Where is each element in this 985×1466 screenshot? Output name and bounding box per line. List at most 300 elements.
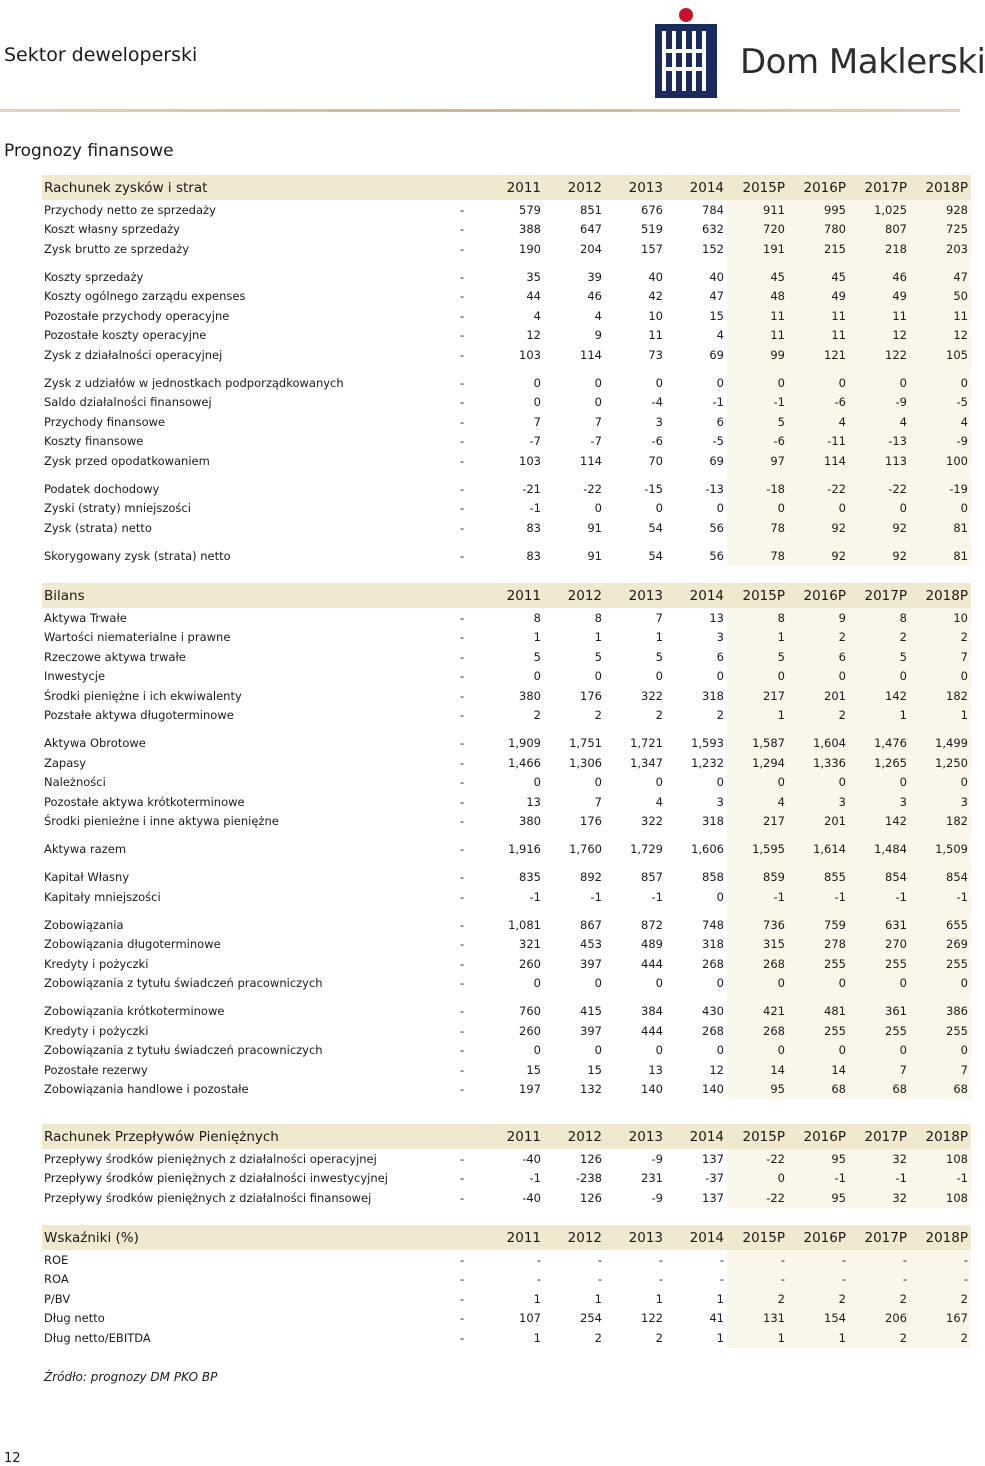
row-value: 859 bbox=[727, 868, 788, 888]
row-value: 197 bbox=[519, 1082, 541, 1097]
row-value: 182 bbox=[910, 686, 971, 706]
row-label: Inwestycje bbox=[44, 669, 106, 684]
table-row bbox=[42, 734, 971, 754]
row-value: 91 bbox=[587, 520, 602, 535]
cash-flow-table bbox=[42, 1124, 971, 1208]
row-dash: - bbox=[460, 1171, 465, 1186]
row-dash: - bbox=[460, 328, 465, 343]
row-dash: - bbox=[460, 669, 465, 684]
year-header: 2015P bbox=[727, 175, 788, 200]
row-value: 0 bbox=[788, 773, 849, 793]
row-value: 14 bbox=[727, 1060, 788, 1080]
row-value: 40 bbox=[709, 269, 724, 284]
row-value: - bbox=[719, 1252, 724, 1267]
row-value: 7 bbox=[849, 1060, 910, 1080]
row-value: 1,729 bbox=[630, 842, 663, 857]
table-row bbox=[42, 1328, 971, 1348]
row-value: 6 bbox=[716, 414, 724, 429]
row-value: 54 bbox=[648, 548, 663, 563]
year-header: 2012 bbox=[544, 1124, 605, 1149]
row-value: 254 bbox=[580, 1311, 602, 1326]
row-value: - bbox=[597, 1252, 602, 1267]
row-value: 12 bbox=[709, 1062, 724, 1077]
row-value: 278 bbox=[788, 935, 849, 955]
row-value: 56 bbox=[709, 520, 724, 535]
row-dash: - bbox=[460, 347, 465, 362]
row-value: -6 bbox=[788, 393, 849, 413]
table-row bbox=[42, 1080, 971, 1100]
table-row bbox=[42, 306, 971, 326]
row-value: 851 bbox=[580, 202, 602, 217]
row-value: 41 bbox=[709, 1311, 724, 1326]
row-label: Koszty sprzedaży bbox=[44, 269, 144, 284]
row-dash: - bbox=[460, 241, 465, 256]
row-value: -7 bbox=[529, 434, 541, 449]
row-dash: - bbox=[460, 976, 465, 991]
row-value: 4 bbox=[655, 794, 663, 809]
row-value: 1 bbox=[533, 1291, 541, 1306]
row-value: 0 bbox=[533, 1043, 541, 1058]
table-row bbox=[42, 546, 971, 566]
row-value: 0 bbox=[594, 669, 602, 684]
row-gap bbox=[42, 259, 971, 268]
row-value: 83 bbox=[526, 548, 541, 563]
row-dash: - bbox=[460, 755, 465, 770]
row-dash: - bbox=[460, 520, 465, 535]
row-dash: - bbox=[460, 548, 465, 563]
row-value: 2 bbox=[849, 1289, 910, 1309]
row-value: 1,081 bbox=[508, 917, 541, 932]
row-value: 3 bbox=[716, 794, 724, 809]
row-value: 42 bbox=[648, 289, 663, 304]
row-value: 380 bbox=[519, 814, 541, 829]
row-value: 8 bbox=[594, 610, 602, 625]
table-header-row bbox=[42, 1225, 971, 1250]
row-value: 1,306 bbox=[569, 755, 602, 770]
row-value: 9 bbox=[788, 608, 849, 628]
row-gap bbox=[42, 831, 971, 840]
row-value: 201 bbox=[788, 812, 849, 832]
row-value: 99 bbox=[727, 345, 788, 365]
row-value: 39 bbox=[587, 269, 602, 284]
year-header: 2015P bbox=[727, 1225, 788, 1250]
row-dash: - bbox=[460, 289, 465, 304]
row-value: 50 bbox=[910, 287, 971, 307]
table-title: Bilans bbox=[42, 583, 456, 608]
row-value: 11 bbox=[648, 328, 663, 343]
row-value: 105 bbox=[910, 345, 971, 365]
row-value: 0 bbox=[594, 775, 602, 790]
row-label: Kapitał Własny bbox=[44, 870, 130, 885]
row-label: Wartości niematerialne i prawne bbox=[44, 630, 231, 645]
row-value: 0 bbox=[533, 669, 541, 684]
row-value: -22 bbox=[849, 479, 910, 499]
row-value: 2 bbox=[910, 628, 971, 648]
row-value: 1 bbox=[727, 628, 788, 648]
row-label: Należności bbox=[44, 775, 106, 790]
year-header: 2016P bbox=[788, 175, 849, 200]
table-row bbox=[42, 1169, 971, 1189]
row-value: 7 bbox=[594, 794, 602, 809]
row-value: 0 bbox=[716, 375, 724, 390]
row-value: -1 bbox=[727, 887, 788, 907]
row-value: 69 bbox=[709, 347, 724, 362]
row-value: 45 bbox=[788, 267, 849, 287]
row-value: 892 bbox=[580, 870, 602, 885]
row-label: Aktywa Obrotowe bbox=[44, 736, 146, 751]
row-value: 13 bbox=[648, 1062, 663, 1077]
year-header: 2012 bbox=[544, 175, 605, 200]
row-value: 632 bbox=[702, 222, 724, 237]
row-value: 2 bbox=[655, 708, 663, 723]
row-dash: - bbox=[460, 453, 465, 468]
table-row bbox=[42, 373, 971, 393]
row-gap bbox=[42, 538, 971, 547]
row-value: 176 bbox=[580, 688, 602, 703]
brand-logo bbox=[652, 4, 985, 108]
row-value: 78 bbox=[727, 546, 788, 566]
row-value: 49 bbox=[849, 287, 910, 307]
row-value: 167 bbox=[910, 1309, 971, 1329]
row-dash: - bbox=[460, 1330, 465, 1345]
year-header: 2014 bbox=[666, 1124, 727, 1149]
row-value: 268 bbox=[702, 1023, 724, 1038]
year-header: 2014 bbox=[666, 175, 727, 200]
row-value: 4 bbox=[849, 412, 910, 432]
row-label: Dług netto/EBITDA bbox=[44, 1330, 151, 1345]
row-dash: - bbox=[460, 269, 465, 284]
row-value: 0 bbox=[910, 974, 971, 994]
row-label: ROA bbox=[44, 1272, 69, 1287]
row-label: Zobowiązania handlowe i pozostałe bbox=[44, 1082, 249, 1097]
row-value: -1 bbox=[910, 887, 971, 907]
row-label: Zapasy bbox=[44, 755, 87, 770]
row-dash: - bbox=[460, 937, 465, 952]
row-value: 78 bbox=[727, 518, 788, 538]
row-value: 2 bbox=[533, 708, 541, 723]
row-value: -11 bbox=[788, 432, 849, 452]
row-value: 13 bbox=[526, 794, 541, 809]
row-value: 7 bbox=[910, 1060, 971, 1080]
row-dash: - bbox=[460, 1311, 465, 1326]
row-value: -1 bbox=[849, 887, 910, 907]
row-value: - bbox=[849, 1250, 910, 1270]
year-header: 2017P bbox=[849, 175, 910, 200]
table-row bbox=[42, 518, 971, 538]
row-value: 81 bbox=[910, 546, 971, 566]
row-value: -37 bbox=[705, 1171, 724, 1186]
row-value: 2 bbox=[788, 706, 849, 726]
row-value: -40 bbox=[522, 1190, 541, 1205]
row-label: Przepływy środków pieniężnych z działalności finansowej bbox=[44, 1190, 372, 1205]
table-row bbox=[42, 1289, 971, 1309]
row-value: -1 bbox=[529, 501, 541, 516]
row-value: - bbox=[597, 1272, 602, 1287]
row-value: 255 bbox=[849, 1021, 910, 1041]
row-value: 140 bbox=[702, 1082, 724, 1097]
row-value: 131 bbox=[727, 1309, 788, 1329]
row-dash: - bbox=[460, 814, 465, 829]
row-value: 4 bbox=[910, 412, 971, 432]
row-value: -22 bbox=[727, 1188, 788, 1208]
table-row bbox=[42, 812, 971, 832]
year-header: 2013 bbox=[605, 583, 666, 608]
year-header: 2014 bbox=[666, 1225, 727, 1250]
row-value: - bbox=[910, 1250, 971, 1270]
row-value: 807 bbox=[849, 220, 910, 240]
row-value: 3 bbox=[655, 414, 663, 429]
row-label: Zysk (strata) netto bbox=[44, 520, 152, 535]
year-header: 2018P bbox=[910, 583, 971, 608]
row-label: Pozstałe aktywa długoterminowe bbox=[44, 708, 234, 723]
row-value: 0 bbox=[716, 1043, 724, 1058]
row-value: 1,509 bbox=[910, 840, 971, 860]
table-row bbox=[42, 608, 971, 628]
row-value: 2 bbox=[716, 708, 724, 723]
row-value: 2 bbox=[788, 1289, 849, 1309]
row-dash: - bbox=[460, 414, 465, 429]
row-label: Pozostałe aktywa krótkoterminowe bbox=[44, 794, 245, 809]
row-value: 748 bbox=[702, 917, 724, 932]
row-label: Koszt własny sprzedaży bbox=[44, 222, 180, 237]
table-row bbox=[42, 267, 971, 287]
row-label: Środki pieniężne i ich ekwiwalenty bbox=[44, 688, 242, 703]
row-dash: - bbox=[460, 481, 465, 496]
row-value: 68 bbox=[849, 1080, 910, 1100]
row-value: 0 bbox=[655, 501, 663, 516]
row-value: -9 bbox=[651, 1190, 663, 1205]
table-row bbox=[42, 220, 971, 240]
year-header: 2018P bbox=[910, 1124, 971, 1149]
row-label: Koszty ogólnego zarządu expenses bbox=[44, 289, 246, 304]
row-value: 1 bbox=[727, 1328, 788, 1348]
table-row bbox=[42, 499, 971, 519]
row-value: 83 bbox=[526, 520, 541, 535]
row-value: 0 bbox=[910, 1041, 971, 1061]
row-value: 1,347 bbox=[630, 755, 663, 770]
row-value: 8 bbox=[533, 610, 541, 625]
year-header: 2013 bbox=[605, 175, 666, 200]
row-dash: - bbox=[460, 775, 465, 790]
table-row bbox=[42, 479, 971, 499]
table-row bbox=[42, 887, 971, 907]
row-value: 655 bbox=[910, 915, 971, 935]
row-value: - bbox=[727, 1270, 788, 1290]
row-label: Kredyty i pożyczki bbox=[44, 956, 149, 971]
row-value: 780 bbox=[788, 220, 849, 240]
table-row bbox=[42, 432, 971, 452]
year-header: 2012 bbox=[544, 583, 605, 608]
header-spacer bbox=[456, 583, 483, 608]
table-row bbox=[42, 451, 971, 471]
row-value: 0 bbox=[788, 667, 849, 687]
row-value: 855 bbox=[788, 868, 849, 888]
row-value: - bbox=[658, 1252, 663, 1267]
table-row bbox=[42, 868, 971, 888]
row-value: 0 bbox=[727, 1169, 788, 1189]
row-value: 3 bbox=[716, 630, 724, 645]
row-value: 380 bbox=[519, 688, 541, 703]
table-row bbox=[42, 239, 971, 259]
row-label: Środki pienieżne i inne aktywa pieniężne bbox=[44, 814, 279, 829]
row-value: 32 bbox=[849, 1149, 910, 1169]
row-value: 0 bbox=[716, 775, 724, 790]
row-value: 315 bbox=[727, 935, 788, 955]
table-row bbox=[42, 954, 971, 974]
row-label: Zobowiązania długoterminowe bbox=[44, 937, 221, 952]
row-gap bbox=[42, 365, 971, 374]
row-value: 1,232 bbox=[691, 755, 724, 770]
table-row bbox=[42, 1060, 971, 1080]
row-value: 361 bbox=[849, 1002, 910, 1022]
row-value: - bbox=[788, 1250, 849, 1270]
row-gap bbox=[42, 859, 971, 868]
row-value: -1 bbox=[788, 887, 849, 907]
row-value: 1,595 bbox=[727, 840, 788, 860]
row-value: 46 bbox=[587, 289, 602, 304]
row-value: 5 bbox=[594, 649, 602, 664]
row-value: 1 bbox=[533, 630, 541, 645]
table-row bbox=[42, 412, 971, 432]
table-row bbox=[42, 840, 971, 860]
year-header: 2018P bbox=[910, 175, 971, 200]
row-value: 95 bbox=[727, 1080, 788, 1100]
row-value: 0 bbox=[716, 889, 724, 904]
row-value: 1,294 bbox=[727, 753, 788, 773]
row-value: -9 bbox=[849, 393, 910, 413]
row-value: 11 bbox=[849, 306, 910, 326]
row-label: Saldo działalności finansowej bbox=[44, 395, 212, 410]
row-value: 858 bbox=[702, 870, 724, 885]
year-header: 2016P bbox=[788, 1124, 849, 1149]
row-value: 430 bbox=[702, 1004, 724, 1019]
row-value: -1 bbox=[529, 1171, 541, 1186]
table-header-row bbox=[42, 583, 971, 608]
row-value: 218 bbox=[849, 239, 910, 259]
row-value: -22 bbox=[583, 481, 602, 496]
row-value: 0 bbox=[716, 976, 724, 991]
row-value: 1 bbox=[533, 1330, 541, 1345]
row-value: 0 bbox=[910, 773, 971, 793]
row-value: 1,614 bbox=[788, 840, 849, 860]
row-dash: - bbox=[460, 1151, 465, 1166]
row-value: 15 bbox=[526, 1062, 541, 1077]
row-value: -1 bbox=[529, 889, 541, 904]
row-value: 0 bbox=[655, 669, 663, 684]
row-value: 108 bbox=[910, 1188, 971, 1208]
row-value: 217 bbox=[727, 812, 788, 832]
row-dash: - bbox=[460, 649, 465, 664]
row-value: 0 bbox=[849, 373, 910, 393]
row-value: 1,484 bbox=[849, 840, 910, 860]
row-value: -40 bbox=[522, 1151, 541, 1166]
row-value: 1,721 bbox=[630, 736, 663, 751]
row-value: 152 bbox=[702, 241, 724, 256]
row-value: 444 bbox=[641, 956, 663, 971]
row-value: 4 bbox=[727, 792, 788, 812]
row-value: -4 bbox=[651, 395, 663, 410]
row-value: 1,476 bbox=[849, 734, 910, 754]
row-value: 854 bbox=[849, 868, 910, 888]
row-value: -19 bbox=[910, 479, 971, 499]
row-dash: - bbox=[460, 1252, 465, 1267]
row-value: 69 bbox=[709, 453, 724, 468]
row-value: 47 bbox=[910, 267, 971, 287]
row-value: 81 bbox=[910, 518, 971, 538]
row-value: 91 bbox=[587, 548, 602, 563]
year-header: 2017P bbox=[849, 1124, 910, 1149]
table-header-row bbox=[42, 175, 971, 200]
row-label: Skorygowany zysk (strata) netto bbox=[44, 548, 231, 563]
table-row bbox=[42, 773, 971, 793]
row-value: 49 bbox=[788, 287, 849, 307]
table-row bbox=[42, 1041, 971, 1061]
page-number: 12 bbox=[4, 1451, 21, 1466]
row-label: Przychody finansowe bbox=[44, 414, 166, 429]
row-dash: - bbox=[460, 222, 465, 237]
row-dash: - bbox=[460, 1272, 465, 1287]
table-row bbox=[42, 1002, 971, 1022]
row-label: Rzeczowe aktywa trwałe bbox=[44, 649, 186, 664]
row-value: 122 bbox=[849, 345, 910, 365]
row-value: 4 bbox=[716, 328, 724, 343]
row-value: 191 bbox=[727, 239, 788, 259]
row-value: 9 bbox=[594, 328, 602, 343]
year-header: 2017P bbox=[849, 1225, 910, 1250]
row-label: Przepływy środków pieniężnych z działalności operacyjnej bbox=[44, 1151, 377, 1166]
row-value: 48 bbox=[727, 287, 788, 307]
row-value: 4 bbox=[788, 412, 849, 432]
table-row bbox=[42, 753, 971, 773]
table-row bbox=[42, 647, 971, 667]
row-value: 1 bbox=[655, 1291, 663, 1306]
table-title: Wskaźniki (%) bbox=[42, 1225, 456, 1250]
row-value: - bbox=[788, 1270, 849, 1290]
row-value: 854 bbox=[910, 868, 971, 888]
table-row bbox=[42, 628, 971, 648]
row-value: 92 bbox=[849, 518, 910, 538]
row-value: 0 bbox=[594, 395, 602, 410]
table-row bbox=[42, 915, 971, 935]
row-value: 1,336 bbox=[788, 753, 849, 773]
row-value: 7 bbox=[655, 610, 663, 625]
row-value: 0 bbox=[594, 1043, 602, 1058]
row-dash: - bbox=[460, 434, 465, 449]
row-value: 182 bbox=[910, 812, 971, 832]
row-value: 579 bbox=[519, 202, 541, 217]
section-title: Prognozy finansowe bbox=[4, 141, 174, 161]
row-value: 397 bbox=[580, 956, 602, 971]
year-header: 2015P bbox=[727, 583, 788, 608]
row-value: -15 bbox=[644, 481, 663, 496]
row-dash: - bbox=[460, 308, 465, 323]
row-value: 95 bbox=[788, 1188, 849, 1208]
row-label: Pozostałe koszty operacyjne bbox=[44, 328, 207, 343]
row-value: 481 bbox=[788, 1002, 849, 1022]
row-value: 2 bbox=[849, 628, 910, 648]
table-row bbox=[42, 1021, 971, 1041]
row-value: 132 bbox=[580, 1082, 602, 1097]
row-value: 268 bbox=[727, 954, 788, 974]
row-value: -1 bbox=[651, 889, 663, 904]
row-value: 14 bbox=[788, 1060, 849, 1080]
row-value: 2 bbox=[910, 1328, 971, 1348]
row-dash: - bbox=[460, 202, 465, 217]
row-value: 255 bbox=[788, 1021, 849, 1041]
row-value: 92 bbox=[788, 518, 849, 538]
row-value: 2 bbox=[910, 1289, 971, 1309]
row-value: 489 bbox=[641, 937, 663, 952]
